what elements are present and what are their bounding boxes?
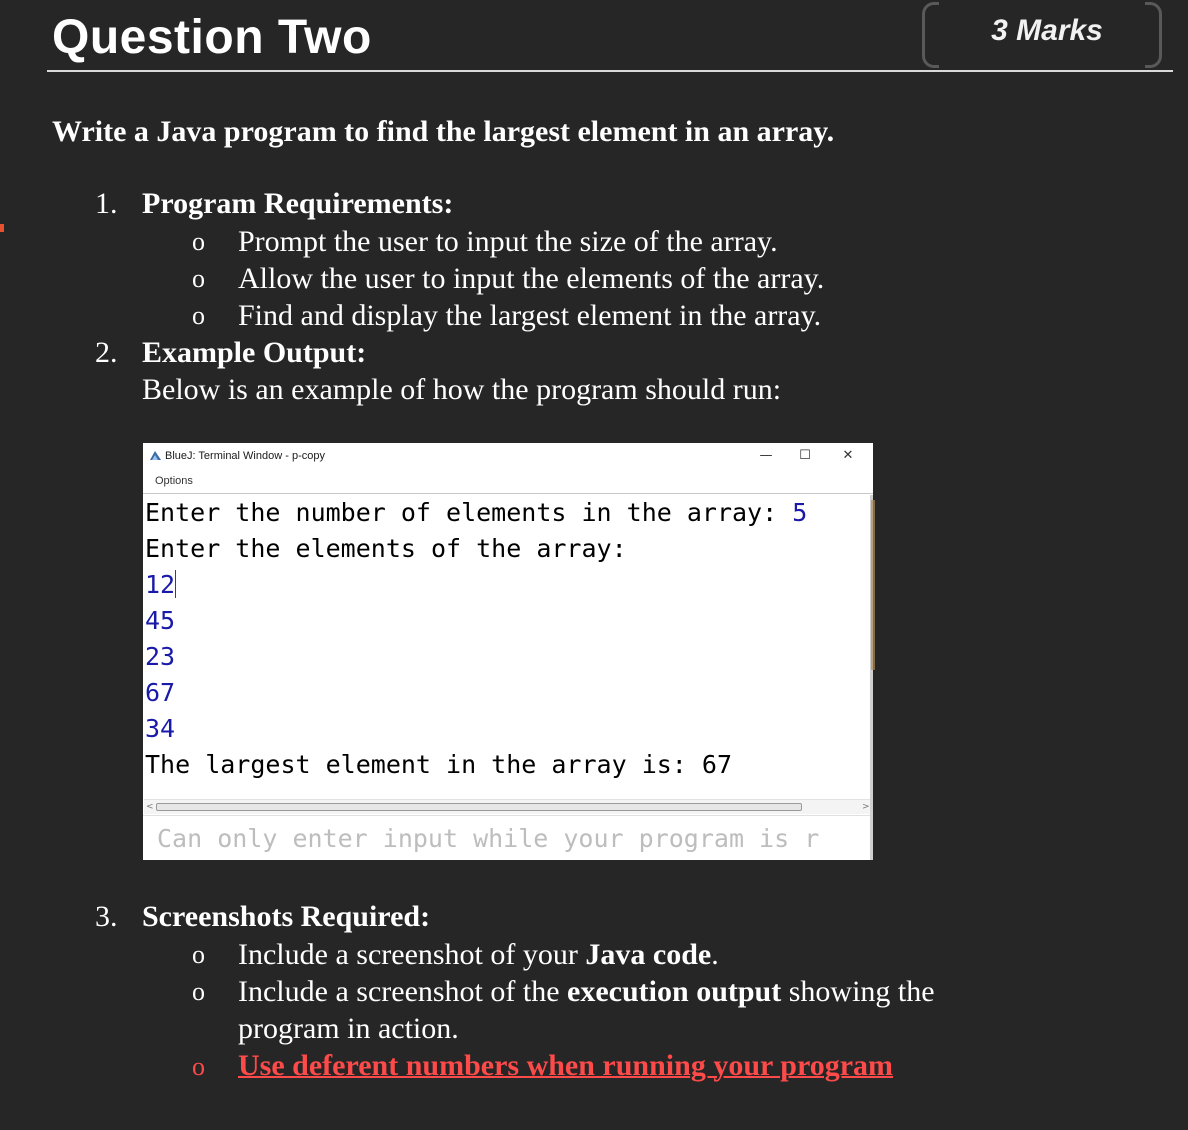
bullet-icon: o <box>192 940 205 969</box>
terminal-window-title: BlueJ: Terminal Window - p-copy <box>165 450 325 462</box>
prompt-size-text: Enter the number of elements in the array: <box>145 498 793 527</box>
section-3-number: 3. <box>95 900 118 933</box>
screenshot-req-1: Include a screenshot of your Java code. <box>238 938 719 971</box>
requirement-2: Allow the user to input the elements of the array. <box>238 262 825 295</box>
section-2-heading: Example Output: <box>142 336 367 369</box>
screenshot-req-2: Include a screenshot of the execution output showing the <box>238 975 935 1008</box>
menu-options[interactable]: Options <box>155 475 193 487</box>
marks-bracket-left <box>922 2 939 68</box>
requirement-3: Find and display the largest element in the array. <box>238 299 822 332</box>
marks-label: 3 Marks <box>991 14 1103 47</box>
terminal-input-field[interactable]: Can only enter input while your program is r <box>157 824 820 853</box>
user-input-element: 45 <box>145 606 176 635</box>
text-caret <box>175 570 176 598</box>
terminal-window <box>143 443 873 860</box>
terminal-output <box>145 495 807 783</box>
section-2-number: 2. <box>95 336 118 369</box>
minimize-button[interactable]: — <box>759 448 773 463</box>
section-2-text: Below is an example of how the program should run: <box>142 373 782 406</box>
terminal-side-accent <box>871 500 875 670</box>
output-line-prompt-size <box>145 495 807 531</box>
output-line-result: The largest element in the array is: 67 <box>145 750 732 779</box>
bullet-icon: o <box>192 301 205 330</box>
section-3-heading: Screenshots Required: <box>142 900 431 933</box>
page-title: Question Two <box>52 11 372 64</box>
header-divider <box>47 70 1173 72</box>
scroll-right-icon[interactable]: > <box>862 802 870 812</box>
bullet-icon: o <box>192 227 205 256</box>
margin-mark <box>0 224 4 232</box>
user-input-element: 23 <box>145 642 176 671</box>
section-1-number: 1. <box>95 187 118 220</box>
input-value: 12 <box>145 570 176 599</box>
user-input-element: 34 <box>145 714 176 743</box>
terminal-menu-divider <box>143 493 873 494</box>
user-input-size: 5 <box>792 498 808 527</box>
section-1-heading: Program Requirements: <box>142 187 454 220</box>
close-button[interactable]: ✕ <box>842 448 854 463</box>
maximize-button[interactable]: ☐ <box>799 448 811 463</box>
warning-note: Use deferent numbers when running your program <box>238 1049 894 1082</box>
screenshot-req-2-cont: program in action. <box>238 1012 459 1045</box>
bullet-icon: o <box>192 264 205 293</box>
horizontal-scrollbar[interactable] <box>144 799 870 814</box>
bluej-app-icon <box>149 450 162 462</box>
bullet-icon: o <box>192 977 205 1006</box>
user-input-element: 67 <box>145 678 176 707</box>
terminal-input-divider <box>143 815 873 816</box>
scroll-left-icon[interactable]: < <box>146 802 154 812</box>
requirement-1: Prompt the user to input the size of the array. <box>238 225 778 258</box>
user-input-element <box>145 567 807 603</box>
bullet-icon: o <box>192 1052 205 1081</box>
output-line-prompt-elements: Enter the elements of the array: <box>145 534 627 563</box>
task-statement: Write a Java program to find the largest element in an array. <box>52 115 835 148</box>
scrollbar-thumb[interactable] <box>156 803 802 811</box>
